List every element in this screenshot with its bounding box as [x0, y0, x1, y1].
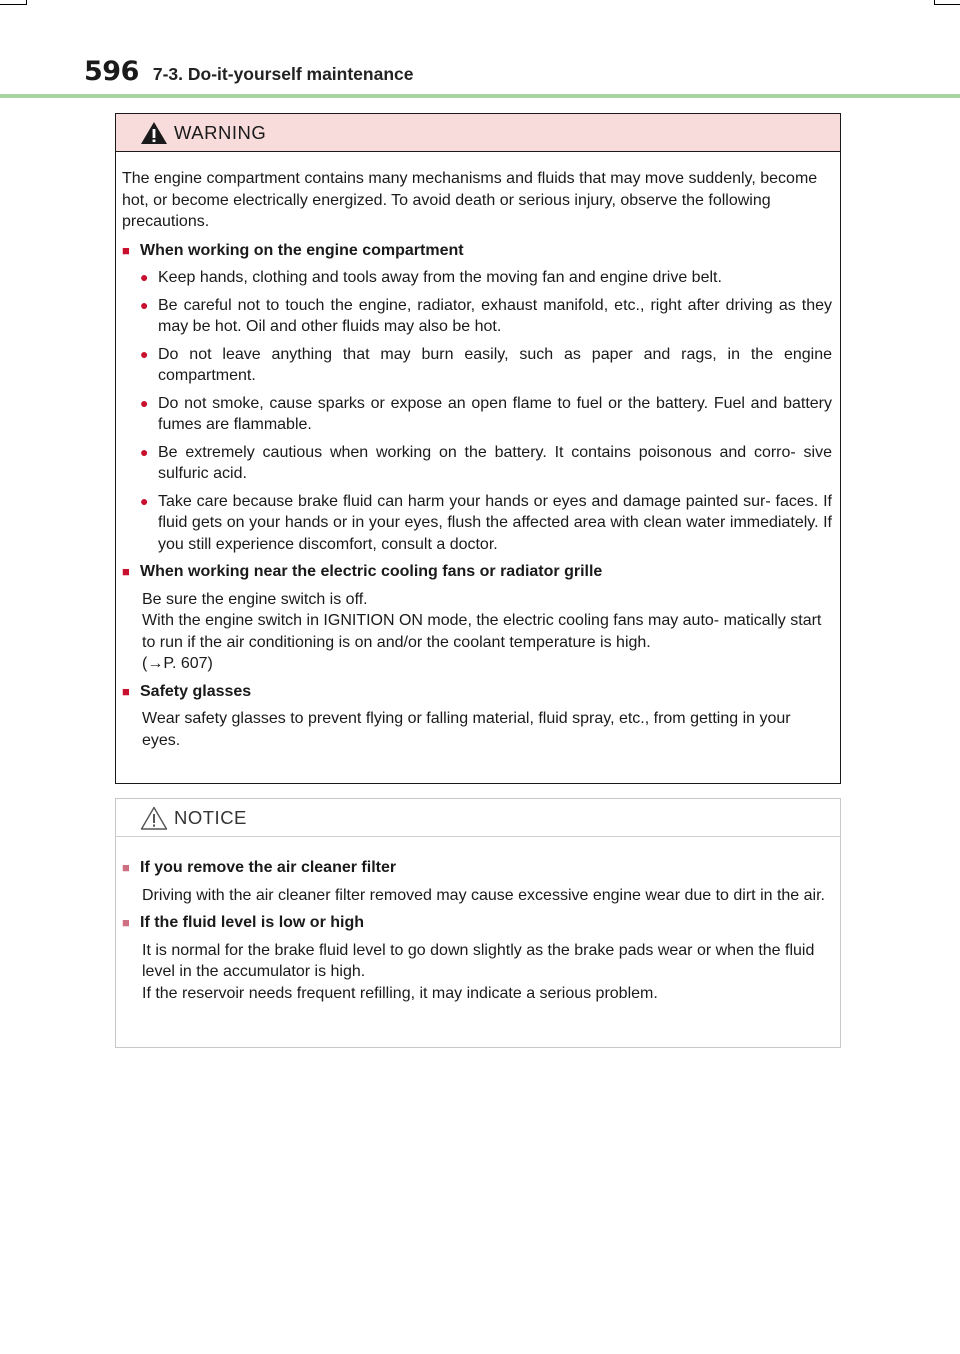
section-heading-text: If you remove the air cleaner filter — [140, 859, 397, 876]
page-reference[interactable]: (→P. 607) — [142, 655, 213, 672]
warning-triangle-icon — [140, 120, 168, 146]
notice-header — [116, 799, 840, 837]
crop-mark-top-left-v — [26, 0, 27, 5]
bullet-item — [140, 393, 832, 436]
warning-header — [116, 114, 840, 152]
section-heading-text: When working near the electric cooling fans or radiator grille — [140, 563, 603, 580]
bullet-dot: ● — [140, 345, 149, 362]
bullet-dot: ● — [140, 443, 149, 460]
section-heading — [122, 681, 832, 703]
header-rule — [0, 94, 960, 98]
bullet-text: Be extremely cautious when working on the battery. It contains poisonous and corro- sive sulfuric acid. — [158, 443, 832, 482]
section-paragraph — [142, 708, 832, 751]
paragraph-line: If the reservoir needs frequent refilling, it may indicate a serious problem. — [142, 984, 658, 1002]
paragraph-line: Driving with the air cleaner filter removed may cause excessive engine wear due to dirt in the air. — [142, 886, 825, 904]
bullet-text: Do not smoke, cause sparks or expose an open flame to fuel or the battery. Fuel and battery fumes are flammable. — [158, 394, 832, 433]
warning-body — [116, 152, 840, 751]
notice-label: NOTICE — [174, 806, 247, 828]
square-marker: ■ — [122, 683, 130, 699]
bullet-text: Keep hands, clothing and tools away from the moving fan and engine drive belt. — [158, 269, 722, 286]
bullet-item — [140, 491, 832, 556]
notice-body — [116, 837, 840, 1004]
section-heading — [122, 857, 832, 879]
section-paragraph — [142, 940, 832, 1005]
section-paragraph — [142, 885, 832, 907]
crop-mark-top-right-h — [934, 4, 960, 5]
square-marker: ■ — [122, 242, 130, 258]
warning-label: WARNING — [174, 121, 267, 143]
bullet-text: Be careful not to touch the engine, radiator, exhaust manifold, etc., right after driving as they may be hot. Oil and other fluids may also be hot. — [158, 296, 832, 335]
warning-intro: The engine compartment contains many mechanisms and fluids that may move suddenly, become hot, or become electrically energized. To avoid death or serious injury, observe the following precautions. — [122, 170, 818, 230]
section-heading-text: If the fluid level is low or high — [140, 914, 365, 931]
bullet-dot: ● — [140, 394, 149, 411]
notice-box — [115, 798, 841, 1048]
paragraph-line: Be sure the engine switch is off. — [142, 590, 368, 608]
section-heading-text: Safety glasses — [140, 682, 252, 700]
crop-mark-top-left-h — [0, 4, 26, 5]
bullet-text: Take care because brake fluid can harm your hands or eyes and damage painted sur- faces. If fluid gets on your hands or in your eyes, flush the affected area with clean water immediately. If you still experience discomfort, consult a doctor. — [158, 492, 832, 553]
bullet-item — [140, 344, 832, 387]
section-heading-text: When working on the engine compartment — [140, 241, 464, 259]
bullet-dot: ● — [140, 269, 149, 285]
caution-triangle-icon — [140, 805, 168, 831]
section-heading — [122, 561, 832, 583]
square-marker: ■ — [122, 915, 130, 930]
square-marker: ■ — [122, 860, 130, 875]
bullet-item — [140, 267, 832, 289]
square-marker: ■ — [122, 564, 130, 579]
bullet-text: Do not leave anything that may burn easily, such as paper and rags, in the engine compartment. — [158, 345, 832, 384]
section-heading — [122, 240, 832, 262]
bullet-item — [140, 295, 832, 338]
paragraph-line: With the engine switch in IGNITION ON mode, the electric cooling fans may auto- matically start to run if the air conditioning is on and/or the coolant temperature is high. — [142, 612, 822, 651]
section-paragraph — [142, 589, 832, 675]
bullet-dot: ● — [140, 492, 149, 509]
paragraph-line: Wear safety glasses to prevent flying or falling material, fluid spray, etc., from getting in your eyes. — [142, 710, 791, 749]
section-title: 7-3. Do-it-yourself maintenance — [152, 64, 414, 84]
page-number: 596 — [84, 56, 139, 87]
crop-mark-top-right-v — [934, 0, 935, 5]
section-heading — [122, 912, 832, 934]
page-header — [84, 56, 414, 96]
paragraph-line: It is normal for the brake fluid level to go down slightly as the brake pads wear or when the fluid level in the accumulator is high. — [142, 941, 815, 980]
warning-box — [115, 113, 841, 784]
bullet-item — [140, 442, 832, 485]
bullet-dot: ● — [140, 296, 149, 313]
